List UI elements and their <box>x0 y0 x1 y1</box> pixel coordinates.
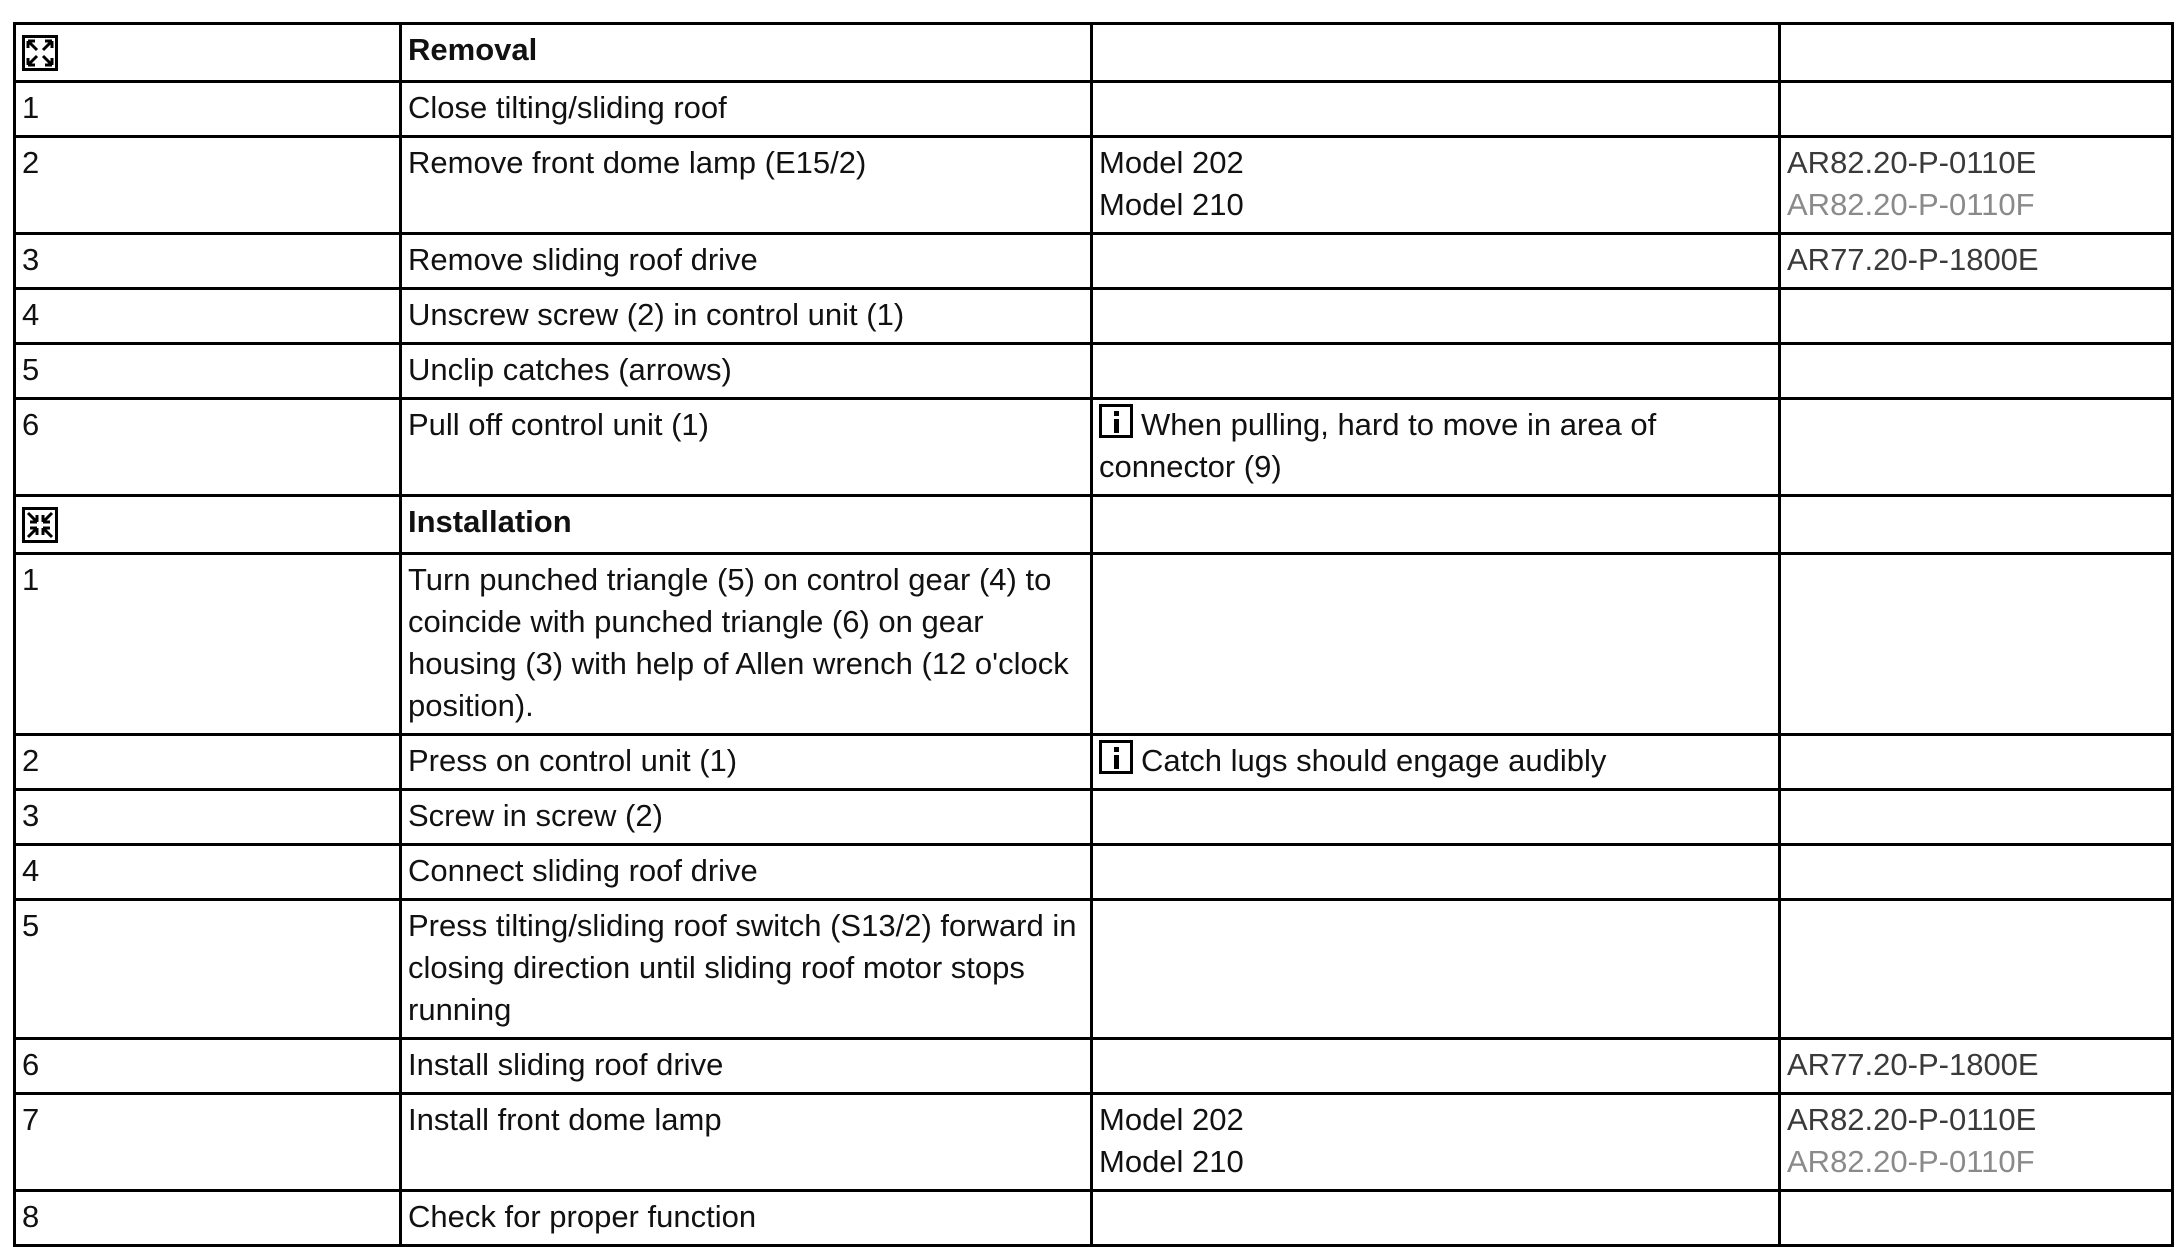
step-number: 3 <box>15 234 401 289</box>
step-text: Screw in screw (2) <box>401 790 1092 845</box>
info-note: Catch lugs should engage audibly <box>1141 743 1607 778</box>
step-number: 2 <box>15 137 401 234</box>
table-row <box>15 845 2173 900</box>
table-row <box>15 1191 2173 1246</box>
step-number: 7 <box>15 1094 401 1191</box>
table-row <box>15 735 2173 790</box>
table-row <box>15 344 2173 399</box>
section-title: Installation <box>401 496 1092 554</box>
table-row <box>15 554 2173 735</box>
section-header-installation <box>15 496 2173 554</box>
step-text: Turn punched triangle (5) on control gear (4) to coincide with punched triangle (6) on gear housing (3) with help of Allen wrench (12 o'clock position). <box>401 554 1092 735</box>
step-text: Check for proper function <box>401 1191 1092 1246</box>
step-number: 5 <box>15 344 401 399</box>
table-row <box>15 289 2173 344</box>
table-row <box>15 234 2173 289</box>
reference-link[interactable]: AR82.20-P-0110E <box>1787 1102 2037 1137</box>
table-row <box>15 790 2173 845</box>
section-header-removal <box>15 24 2173 82</box>
table-row <box>15 1094 2173 1191</box>
collapse-arrows-icon <box>22 507 58 543</box>
step-number: 1 <box>15 554 401 735</box>
step-number: 2 <box>15 735 401 790</box>
reference-link[interactable]: AR77.20-P-1800E <box>1787 1047 2039 1082</box>
model-note: Model 202 <box>1099 1102 1244 1137</box>
table-row <box>15 82 2173 137</box>
procedure-table <box>13 22 2174 1247</box>
step-text: Remove front dome lamp (E15/2) <box>401 137 1092 234</box>
model-note: Model 210 <box>1099 187 1244 222</box>
section-title: Removal <box>401 24 1092 82</box>
step-number: 4 <box>15 289 401 344</box>
table-row <box>15 1039 2173 1094</box>
expand-arrows-icon <box>22 35 58 71</box>
step-number: 6 <box>15 1039 401 1094</box>
step-number: 5 <box>15 900 401 1039</box>
reference-link[interactable]: AR82.20-P-0110F <box>1787 187 2035 222</box>
model-note: Model 202 <box>1099 145 1244 180</box>
reference-link[interactable]: AR82.20-P-0110F <box>1787 1144 2035 1179</box>
reference-link[interactable]: AR82.20-P-0110E <box>1787 145 2037 180</box>
info-icon <box>1099 404 1133 438</box>
step-number: 6 <box>15 399 401 496</box>
step-number: 8 <box>15 1191 401 1246</box>
info-icon <box>1099 740 1133 774</box>
step-text: Unscrew screw (2) in control unit (1) <box>401 289 1092 344</box>
step-number: 3 <box>15 790 401 845</box>
table-row <box>15 137 2173 234</box>
step-text: Install sliding roof drive <box>401 1039 1092 1094</box>
step-text: Press tilting/sliding roof switch (S13/2) forward in closing direction until sliding roof motor stops running <box>401 900 1092 1039</box>
step-text: Connect sliding roof drive <box>401 845 1092 900</box>
table-row <box>15 399 2173 496</box>
model-note: Model 210 <box>1099 1144 1244 1179</box>
step-text: Install front dome lamp <box>401 1094 1092 1191</box>
info-note: When pulling, hard to move in area of connector (9) <box>1099 407 1657 484</box>
step-text: Press on control unit (1) <box>401 735 1092 790</box>
reference-link[interactable]: AR77.20-P-1800E <box>1787 242 2039 277</box>
step-text: Close tilting/sliding roof <box>401 82 1092 137</box>
step-text: Remove sliding roof drive <box>401 234 1092 289</box>
step-text: Unclip catches (arrows) <box>401 344 1092 399</box>
table-row <box>15 900 2173 1039</box>
step-text: Pull off control unit (1) <box>401 399 1092 496</box>
step-number: 1 <box>15 82 401 137</box>
step-number: 4 <box>15 845 401 900</box>
